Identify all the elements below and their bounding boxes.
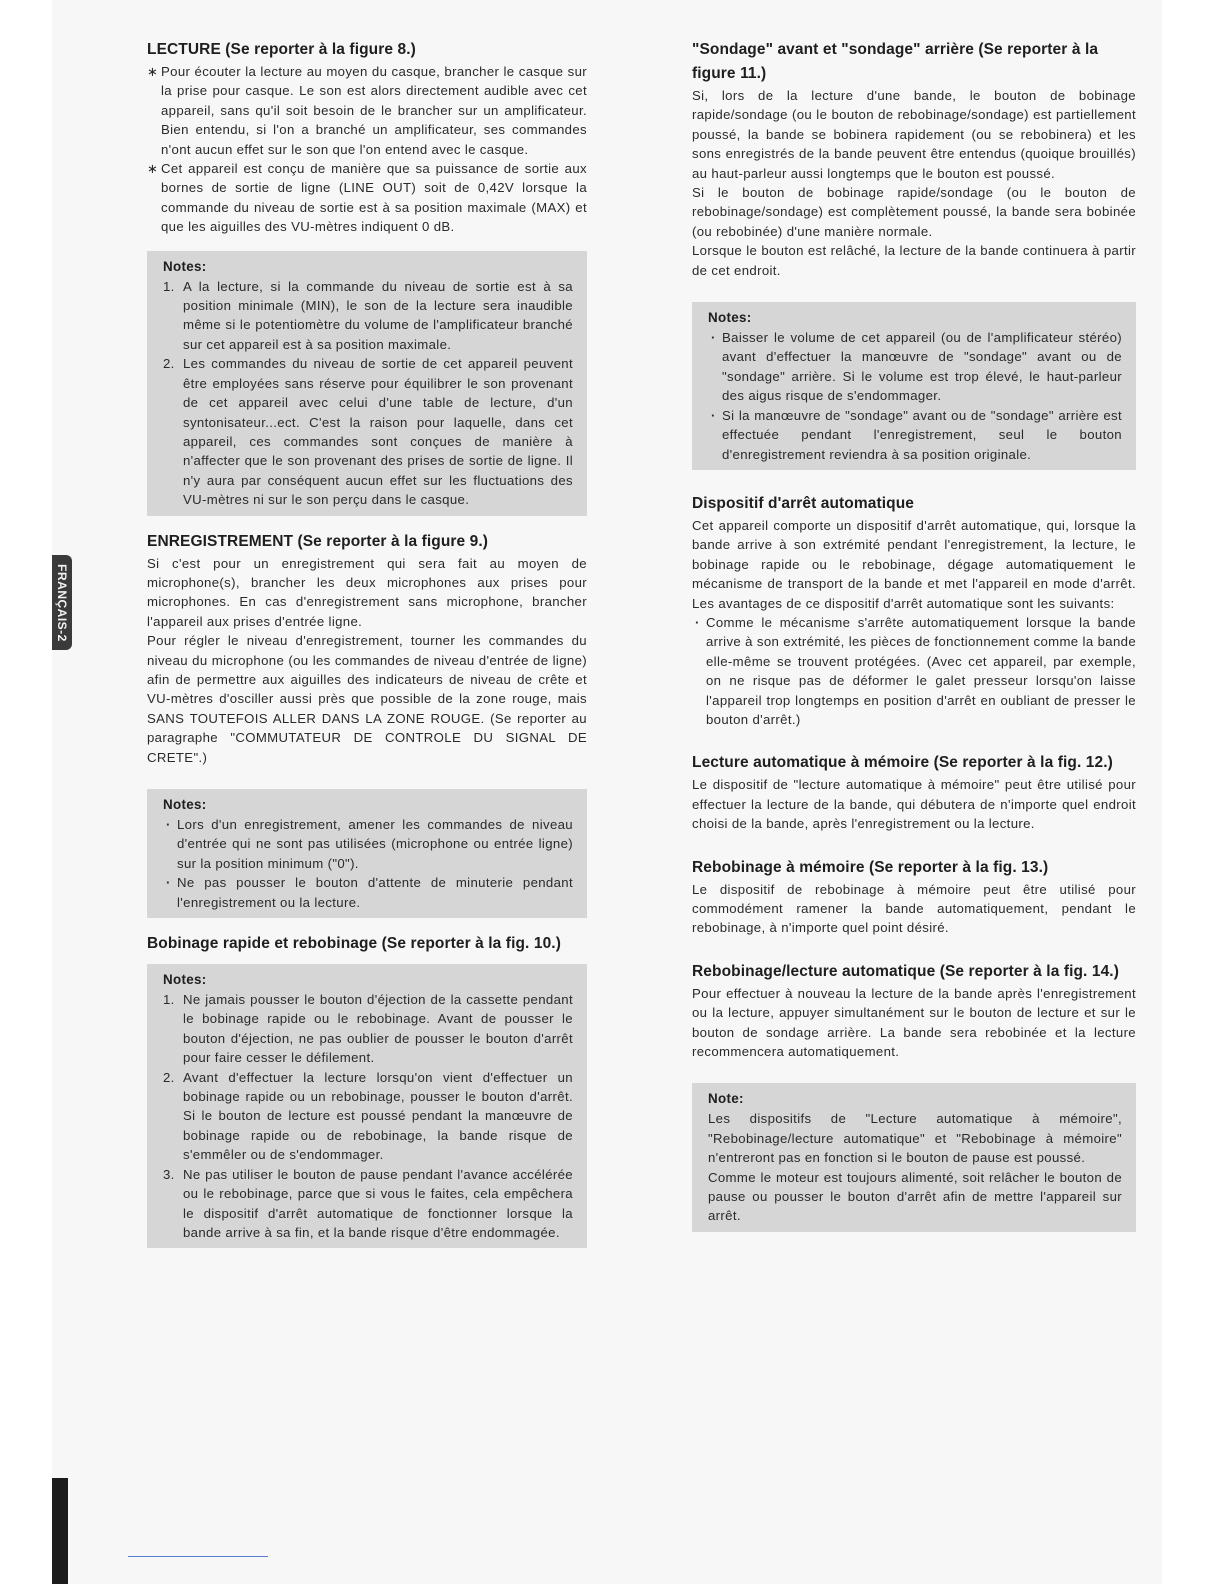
list-item [163, 1068, 573, 1165]
list-item: ∗ Cet appareil est conçu de manière que sa puissance de sortie aux bornes de sortie de ligne (LINE OUT) soit de 0,42V lorsque la commande du niveau de sortie est à sa position maximale (MAX) et que les aiguilles des VU-mètres indiquent 0 dB. [147, 159, 587, 237]
item-number: 3. [163, 1166, 175, 1182]
list-item: · Si la manœuvre de "sondage" avant ou de "sondage" arrière est effectuée pendant l'enregistrement, seul le bouton d'enregistrement reviendra à sa position originale. [708, 406, 1122, 464]
section-enregistrement [147, 530, 587, 919]
section-heading: Bobinage rapide et rebobinage (Se reporter à la fig. 10.) [147, 935, 561, 953]
section-rebobinage-lecture [692, 960, 1136, 1232]
item-text: A la lecture, si la commande du niveau de sortie est à sa position minimale (MIN), le son de la lecture sera inaudible même si le potentiomètre du volume de l'amplificateur branché sur cet appareil est à sa position maximale. [183, 278, 573, 352]
notes-title: Notes: [163, 258, 207, 274]
right-column [692, 38, 1136, 1232]
notes-title: Notes: [163, 972, 207, 988]
item-number: 1. [163, 278, 175, 294]
note-box [692, 1083, 1136, 1231]
section-heading: ENREGISTREMENT (Se reporter à la figure 9.) [147, 532, 489, 550]
item-text: Ne pas utiliser le bouton de pause pendant l'avance accélérée ou le rebobinage, parce que si vous le faites, cela empêchera le dispositif d'arrêt automatique de fonctionner lorsque la bande arrive à sa fin, et la bande risque d'être endommagée. [183, 1166, 573, 1240]
list-item: ∗ Pour écouter la lecture au moyen du casque, brancher le casque sur la prise pour casque. Le son est alors directement audible avec cet appareil, sans qu'il soit besoin de le brancher sur un amplificateur. Bien entendu, si l'on a branché un amplificateur, ses commandes n'ont aucun effet sur le son que l'on entend avec le casque. [147, 62, 587, 159]
section-heading: "Sondage" avant et "sondage" arrière (Se reporter à la figure 11.) [692, 41, 1099, 82]
item-text: Les commandes du niveau de sortie de cet appareil peuvent être employées sans réserve pour équilibrer le son provenant de cet appareil avec celui d'une table de lecture, d'un syntonisateur...ect. C'est la raison pour laquelle, dans cet appareil, ces commandes sont conçues de manière à n'affecter que le son provenant des prises de sortie de ligne. Il n'y aura par conséquent aucun effet sur les fluctuations des VU-mètres ni sur le son perçu dans le casque. [183, 356, 573, 508]
paragraph: Si c'est pour un enregistrement qui sera fait au moyen de microphone(s), brancher les deux microphones aux prises pour microphones. En cas d'enregistrement sans microphone, brancher l'appareil aux prises d'entrée ligne. [147, 555, 587, 629]
item-text: Avant d'effectuer la lecture lorsqu'on vient d'effectuer un bobinage rapide ou un rebobinage, pousser le bouton d'arrêt. Si le bouton de lecture est poussé pendant la manœuvre de bobinage rapide ou de rebobinage, la bande risque de s'emmêler ou de s'endommager. [183, 1069, 573, 1163]
bullet-list [147, 62, 587, 237]
paragraph: Les dispositifs de "Lecture automatique à mémoire", "Rebobinage/lecture automatique" et "Rebobinage à mémoire" n'entreront pas en fonction si le bouton de pause est poussé. [708, 1111, 1122, 1166]
section-sondage [692, 38, 1136, 470]
paragraph: Si le bouton de bobinage rapide/sondage (ou le bouton de rebobinage/sondage) est complètement poussé, la bande sera bobinée (ou rebobinée) d'une manière normale. [692, 185, 1136, 239]
notes-box [147, 964, 587, 1248]
list-item: · Lors d'un enregistrement, amener les commandes de niveau d'entrée qui ne sont pas utilisées (microphone ou entrée ligne) sur la position minimum ("0"). [163, 815, 573, 873]
notes-box [692, 302, 1136, 470]
section-heading: Rebobinage/lecture automatique (Se reporter à la fig. 14.) [692, 962, 1119, 980]
list-item: · Comme le mécanisme s'arrête automatiquement lorsque la bande arrive à son extrémité, les pièces de fonctionnement comme la bande elle-même se trouvent protégées. (Avec cet appareil, par exemple, on ne risque pas de déformer le galet presseur lorsqu'on laisse l'appareil trop longtemps en position d'arrêt en oubliant de presser le bouton d'arrêt.) [692, 613, 1136, 729]
list-item [163, 277, 573, 355]
section-arret-automatique [692, 492, 1136, 729]
item-number: 1. [163, 992, 175, 1008]
section-rebobinage-memoire [692, 856, 1136, 938]
binding-edge [52, 1478, 68, 1584]
notes-list [163, 277, 573, 510]
section-heading: Lecture automatique à mémoire (Se reporter à la fig. 12.) [692, 754, 1113, 772]
list-item: · Baisser le volume de cet appareil (ou de l'amplificateur stéréo) avant d'effectuer la manœuvre de "sondage" avant ou de "sondage" arrière. Si le volume est trop élevé, le haut-parleur des aigus risque de s'endommager. [708, 328, 1122, 406]
paragraph: Cet appareil comporte un dispositif d'arrêt automatique, qui, lorsque la bande arrive à son extrémité pendant l'enregistrement, la lecture, le bobinage rapide ou le rebobinage, dégage automatiquement le mécanisme de transport de la bande et met l'appareil en mode d'arrêt. Les avantages de ce dispositif d'arrêt automatique sont les suivants: [692, 517, 1136, 611]
list-item [163, 1165, 573, 1243]
notes-title: Notes: [163, 797, 207, 812]
list-item: · Ne pas pousser le bouton d'attente de minuterie pendant l'enregistrement ou la lecture. [163, 873, 573, 912]
list-item [163, 354, 573, 509]
paragraph: Lorsque le bouton est relâché, la lecture de la bande continuera à partir de cet endroit. [692, 243, 1136, 278]
language-tab-label: FRANÇAIS-2 [55, 563, 69, 642]
paragraph: Si, lors de la lecture d'une bande, le bouton de bobinage rapide/sondage (ou le bouton de rebobinage/sondage) est partiellement poussé, la bande se bobinera rapidement (ou se rebobinera) et les sons enregistrés de la bande peuvent être entendus (quoique brouillés) au haut-parleur aussi longtemps que le bouton est poussé. [692, 88, 1136, 181]
item-text: Ne jamais pousser le bouton d'éjection de la cassette pendant le bobinage rapide ou le rebobinage. Avant de pousser le bouton d'éjection, ne pas oublier de pousser le bouton d'arrêt pour faire cesser le défilement. [183, 992, 573, 1066]
section-lecture [147, 38, 587, 516]
paragraph: Le dispositif de "lecture automatique à mémoire" peut être utilisé pour effectuer la lecture de la bande, qui débutera de n'importe quel endroit choisi de la bande, après l'enregistrement ou la lecture. [692, 777, 1136, 832]
item-number: 2. [163, 1069, 175, 1085]
paragraph: Pour effectuer à nouveau la lecture de la bande après l'enregistrement ou la lecture, appuyer simultanément sur le bouton de lecture et sur le bouton de sondage arrière. La bande sera rebobinée et la lecture recommencera automatiquement. [692, 985, 1136, 1060]
list-item [163, 990, 573, 1068]
section-lecture-automatique [692, 751, 1136, 833]
notes-list [163, 815, 573, 912]
notes-box [147, 789, 587, 918]
section-heading: Rebobinage à mémoire (Se reporter à la fig. 13.) [692, 858, 1049, 876]
notes-box [147, 251, 587, 516]
notes-list [163, 990, 573, 1242]
section-heading: Dispositif d'arrêt automatique [692, 494, 914, 512]
paragraph: Pour régler le niveau d'enregistrement, tourner les commandes du niveau du microphone (ou les commandes de niveau d'entrée de ligne) afin de permettre aux aiguilles des indicateurs de niveau de crête et VU-mètres d'osciller aussi près que possible de la zone rouge, mais SANS TOUTEFOIS ALLER DANS LA ZONE ROUGE. (Se reporter au paragraphe "COMMUTATEUR DE CONTROLE DU SIGNAL DE CRETE".) [147, 633, 587, 765]
paragraph: Comme le moteur est toujours alimenté, soit relâcher le bouton de pause ou pousser le bouton d'arrêt afin de mettre l'appareil sur arrêt. [708, 1169, 1122, 1224]
item-number: 2. [163, 356, 175, 372]
note-title: Note: [708, 1091, 744, 1107]
link-underline [128, 1556, 268, 1557]
section-heading: LECTURE (Se reporter à la figure 8.) [147, 41, 416, 58]
bullet-list [692, 613, 1136, 729]
notes-title: Notes: [708, 310, 752, 326]
section-bobinage [147, 932, 587, 1248]
notes-list [708, 328, 1122, 464]
page-margin [1162, 0, 1224, 1584]
paragraph: Le dispositif de rebobinage à mémoire peut être utilisé pour commodément ramener la bande automatiquement, pendant le rebobinage, à n'importe quel point désiré. [692, 881, 1136, 936]
left-column [147, 38, 587, 1248]
language-tab [52, 555, 72, 650]
